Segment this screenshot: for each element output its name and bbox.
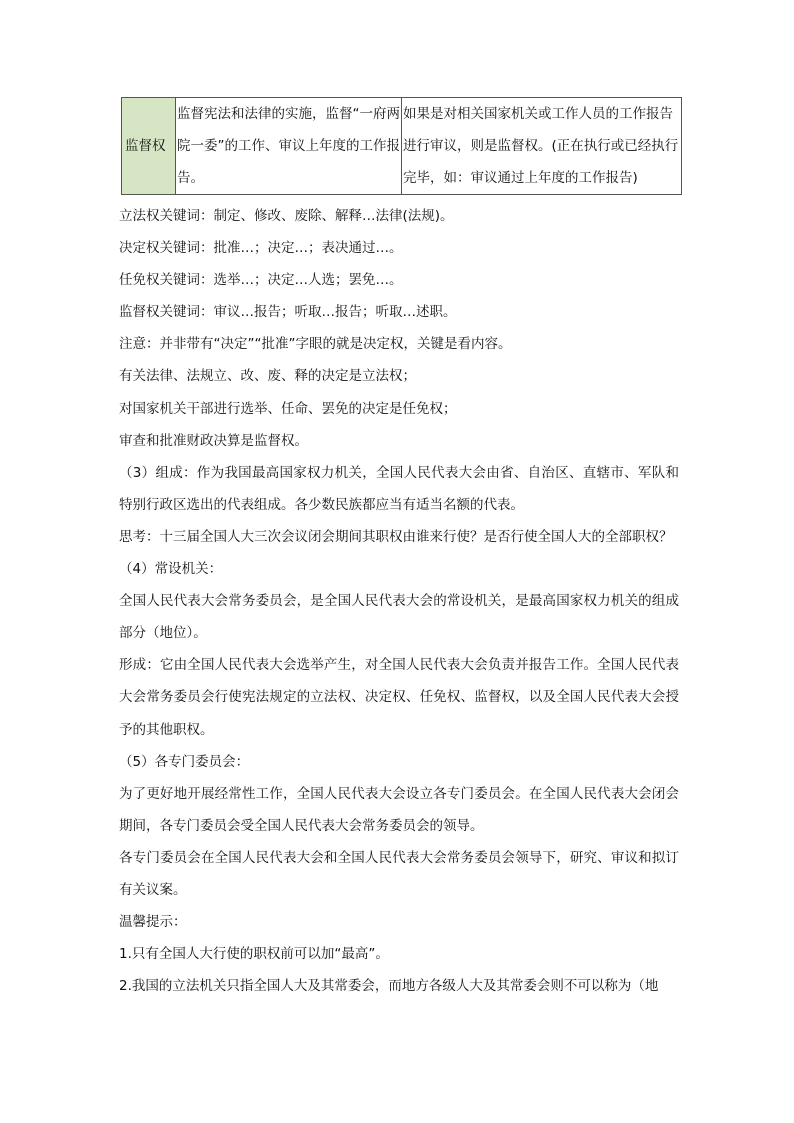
power-note-cell: 如果是对相关国家机关或工作人员的工作报告进行审议，则是监督权。(正在执行或已经执行完毕，如：审议通过上年度的工作报告)	[402, 98, 682, 195]
paragraph-note: 注意：并非带有“决定”“批准”字眼的就是决定权，关键是看内容。	[119, 336, 512, 353]
power-content-cell: 监督宪法和法律的实施，监督“一府两院一委”的工作、审议上年度的工作报告。	[176, 98, 402, 195]
paragraph-formation: 形成：它由全国人民代表大会选举产生，对全国人民代表大会负责并报告工作。全国人民代表大会常务委员会行使宪法规定的立法权、决定权、任免权、监督权，以及全国人民代表大会授予的其他职权。	[119, 657, 679, 738]
paragraph-supervision-rule: 审查和批准财政决算是监督权。	[119, 432, 308, 449]
paragraph-tips-heading: 温馨提示：	[119, 914, 187, 931]
paragraph-think: 思考：十三届全国人大三次会议闭会期间其职权由谁来行使？是否行使全国人大的全部职权？	[119, 528, 673, 545]
paragraph-decision-keywords: 决定权关键词：批准…；决定…；表决通过…。	[119, 240, 403, 257]
paragraph-standing-committee: 全国人民代表大会常务委员会，是全国人民代表大会的常设机关，是最高国家权力机关的组成部分（地位）。	[119, 593, 679, 642]
paragraph-special-committees-duty: 各专门委员会在全国人民代表大会和全国人民代表大会常务委员会领导下，研究、审议和拟订有关议案。	[119, 849, 679, 898]
paragraph-legislative-rule: 有关法律、法规立、改、废、释的决定是立法权；	[119, 368, 416, 385]
paragraph-tip-2: 2.我国的立法机关只指全国人大及其常委会，而地方各级人大及其常委会则不可以称为（地	[119, 978, 659, 995]
paragraph-supervision-keywords: 监督权关键词：审议…报告；听取…报告；听取…述职。	[119, 304, 457, 321]
table-row-supervision	[122, 98, 682, 195]
paragraph-composition: （3）组成：作为我国最高国家权力机关，全国人民代表大会由省、自治区、直辖市、军队和特别行政区选出的代表组成。各少数民族都应当有适当名额的代表。	[119, 464, 679, 513]
paragraph-legislative-keywords: 立法权关键词：制定、修改、废除、解释…法律(法规)。	[119, 208, 454, 224]
body-text	[119, 200, 679, 1002]
paragraph-special-committees: 为了更好地开展经常性工作，全国人民代表大会设立各专门委员会。在全国人民代表大会闭会期间，各专门委员会受全国人民代表大会常务委员会的领导。	[119, 785, 679, 834]
paragraph-appointment-keywords: 任免权关键词：选举…；决定…人选；罢免…。	[119, 272, 403, 289]
paragraph-appointment-rule: 对国家机关干部进行选举、任命、罢免的决定是任免权；	[119, 400, 457, 417]
paragraph-tip-1: 1.只有全国人大行使的职权前可以加“最高”。	[119, 946, 389, 963]
power-name-cell: 监督权	[122, 98, 176, 195]
paragraph-standing-organ-heading: （4）常设机关：	[119, 561, 223, 578]
powers-table	[121, 97, 682, 195]
paragraph-special-committees-heading: （5）各专门委员会：	[119, 753, 250, 770]
